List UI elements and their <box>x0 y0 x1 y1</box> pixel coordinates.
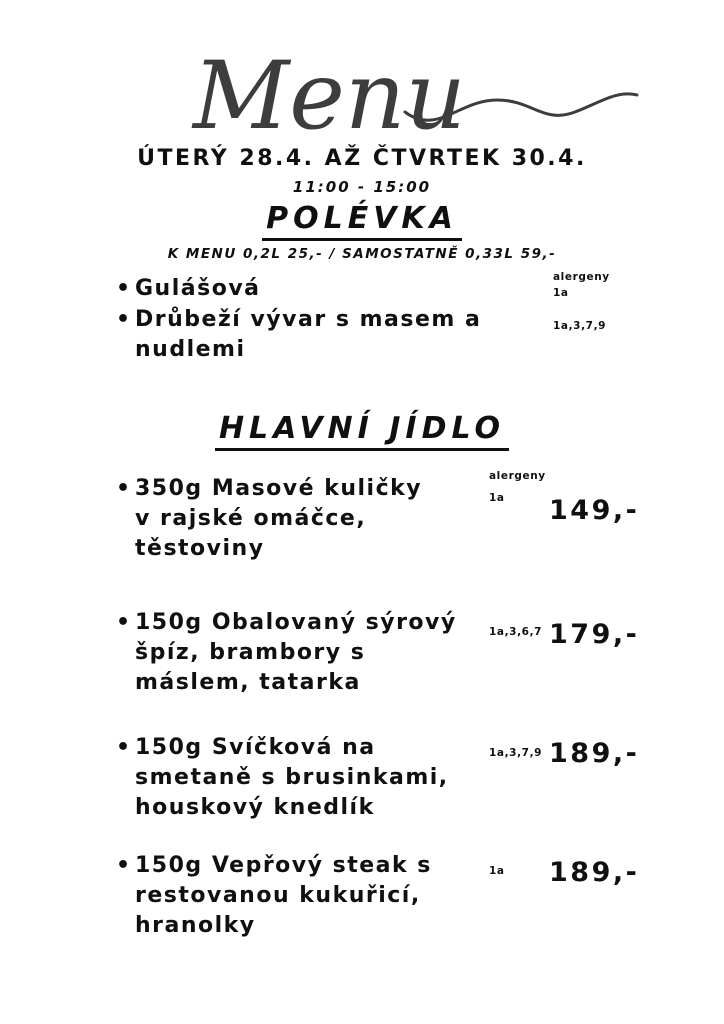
main-item-price: 149,- <box>549 495 640 526</box>
main-item-name-line: hranolky <box>135 913 256 938</box>
soup-item-name-line: Drůbeží vývar s masem a <box>135 307 482 332</box>
main-section-heading <box>0 411 724 451</box>
main-item-allergens: 1a,3,7,9 <box>489 747 543 759</box>
bullet-icon: • <box>116 610 131 635</box>
main-item-name <box>135 608 457 698</box>
soup-item-allergens: 1a,3,7,9 <box>553 320 607 332</box>
bullet-icon: • <box>116 307 131 332</box>
main-item-name-line: 150g Obalovaný sýrový <box>135 610 457 635</box>
main-item-allergens: 1a,3,6,7 <box>489 626 543 638</box>
main-item-name-line: smetaně s brusinkami, <box>135 765 449 790</box>
main-item-name-line: špíz, brambory s <box>135 640 366 665</box>
soup-item-name-line: Gulášová <box>135 276 261 301</box>
bullet-icon: • <box>116 276 131 301</box>
main-item-name-line: těstoviny <box>135 536 265 561</box>
main-section-title: HLAVNÍ JÍDLO <box>215 411 509 451</box>
date-range: ÚTERÝ 28.4. AŽ ČTVRTEK 30.4. <box>137 146 587 171</box>
bullet-icon: • <box>116 853 131 878</box>
main-item-price: 189,- <box>549 738 640 769</box>
soup-item-name-line: nudlemi <box>135 337 246 362</box>
main-item-name-line: v rajské omáčce, <box>135 506 367 531</box>
soup-item-allergens: 1a <box>553 287 569 299</box>
menu-title-graphic <box>105 36 645 158</box>
menu-title-text: Menu <box>193 42 466 151</box>
soup-pricing-note: K MENU 0,2L 25,- / SAMOSTATNĚ 0,33L 59,- <box>167 246 557 262</box>
menu-title <box>105 36 645 158</box>
soup-section-heading <box>0 201 724 241</box>
soup-item-name <box>135 305 481 365</box>
main-item-name-line: 150g Vepřový steak s <box>135 853 432 878</box>
soup-item-name <box>135 274 261 304</box>
main-item-allergens: 1a <box>489 492 505 504</box>
main-item-name <box>135 851 432 941</box>
main-item-name-line: 150g Svíčková na <box>135 735 376 760</box>
main-item-name-line: 350g Masové kuličky <box>135 476 423 501</box>
main-item-name-line: restovanou kukuřicí, <box>135 883 421 908</box>
main-item-name-line: houskový knedlík <box>135 795 375 820</box>
main-item-name-line: máslem, tatarka <box>135 670 361 695</box>
main-allergens-column-label: alergeny <box>489 470 546 482</box>
main-item-price: 179,- <box>549 619 640 650</box>
soup-allergens-column-label: alergeny <box>553 271 610 283</box>
bullet-icon: • <box>116 476 131 501</box>
soup-section-title: POLÉVKA <box>262 201 462 241</box>
main-item-allergens: 1a <box>489 865 505 877</box>
main-item-price: 189,- <box>549 857 640 888</box>
main-item-name <box>135 733 449 823</box>
bullet-icon: • <box>116 735 131 760</box>
main-item-name <box>135 474 422 564</box>
time-range: 11:00 - 15:00 <box>292 178 432 196</box>
